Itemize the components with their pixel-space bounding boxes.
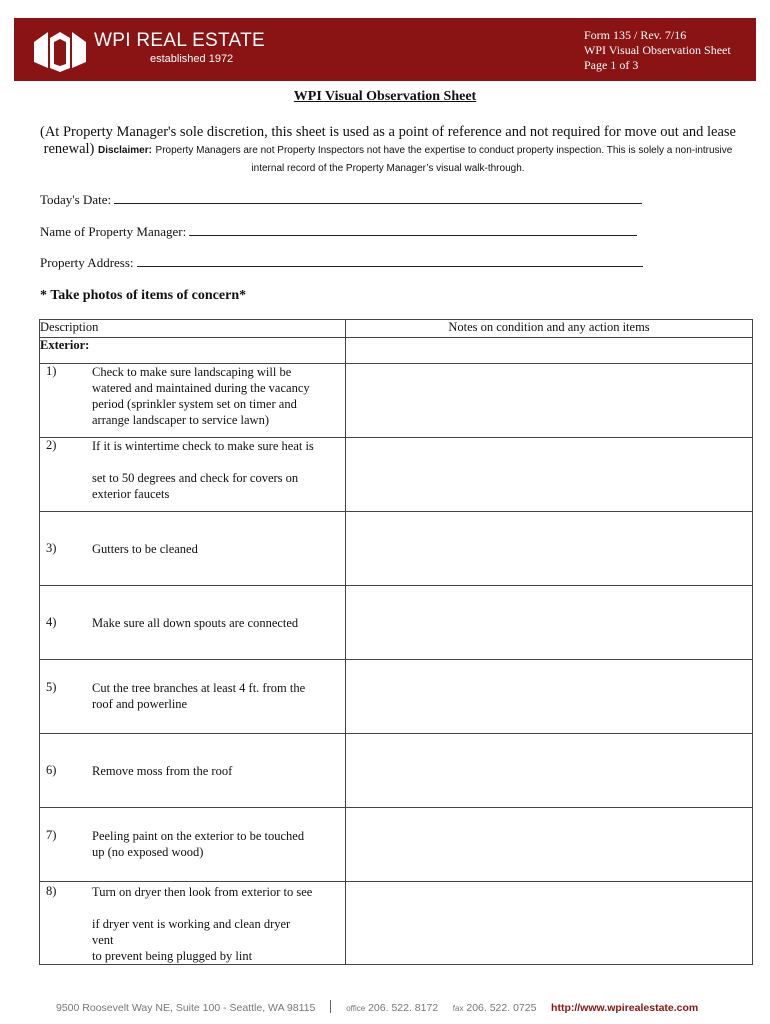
item-number: 5) [46,680,57,694]
address-label: Property Address: [40,255,134,270]
item-notes-cell[interactable] [346,808,753,882]
form-title: WPI Visual Observation Sheet [584,43,731,57]
manager-field [40,223,637,240]
item-notes-cell[interactable] [346,734,753,808]
item-text: Gutters to be cleaned [92,541,198,556]
fax-label: fax [452,1004,464,1013]
item-text: Make sure all down spouts are connected [92,615,299,630]
disclaimer-label: Disclaimer: [98,145,152,156]
observation-table [39,319,753,965]
footer-address: 9500 Roosevelt Way NE, Suite 100 - Seattle, WA 98115 [56,1002,316,1014]
website-link[interactable]: http://www.wpirealestate.com [551,1002,699,1014]
item-notes-cell[interactable] [346,882,753,965]
footer [56,1000,698,1014]
table-row [40,882,753,965]
address-input-line[interactable] [137,254,643,267]
disclaimer-text: Property Managers are not Property Inspectors not have the expertise to conduct property inspection. This is solely a non-intrusive internal record of the Property Manager’s visual walk-through. [155,145,733,174]
manager-label: Name of Property Manager: [40,224,187,239]
item-text: If it is wintertime check to make sure heat is set to 50 degrees and check for covers on exterior faucets [92,439,314,501]
office-phone: 206. 522. 8172 [368,1002,439,1014]
item-number: 4) [46,614,57,629]
fax-phone: 206. 522. 0725 [466,1002,537,1014]
item-description [40,660,346,734]
date-field [40,191,642,208]
table-row [40,734,753,808]
item-number: 2) [46,438,57,452]
office-label: office [346,1004,366,1013]
brand-name: WPI REAL ESTATE [94,30,265,51]
item-notes-cell[interactable] [346,660,753,734]
date-label: Today's Date: [40,192,112,207]
table-header-row [40,320,753,338]
photos-note: * Take photos of items of concern* [40,288,247,303]
item-notes-cell[interactable] [346,512,753,586]
item-description [40,808,346,882]
item-description [40,586,346,660]
intro-paragraph [38,124,738,177]
footer-divider [330,1000,331,1013]
item-description [40,512,346,586]
item-text: Turn on dryer then look from exterior to see if dryer vent is working and clean dryer vent to prevent being plugged by lint [92,885,313,963]
intro-text: (At Property Manager's sole discretion, this sheet is used as a point of reference and not required for move out and lease renewal) [40,124,736,157]
section-row [40,338,753,364]
established-tagline: established 1972 [150,53,234,65]
item-description [40,364,346,438]
letterhead [14,18,756,81]
item-notes-cell[interactable] [346,438,753,512]
table-row [40,364,753,438]
item-notes-cell[interactable] [346,364,753,438]
item-description [40,734,346,808]
item-number: 7) [46,828,57,842]
item-notes-cell[interactable] [346,586,753,660]
table-row [40,586,753,660]
date-input-line[interactable] [114,191,642,204]
wpi-logo-icon [32,28,88,72]
item-number: 6) [46,762,57,777]
description-header: Description [40,320,346,338]
item-text: Check to make sure landscaping will be watered and maintained during the vacancy period (sprinkler system set on timer and arrange landscaper to service lawn) [92,365,310,427]
item-number: 1) [46,364,57,378]
item-text: Cut the tree branches at least 4 ft. from the roof and powerline [92,681,306,711]
table-row [40,512,753,586]
table-row [40,438,753,512]
item-text: Peeling paint on the exterior to be touched up (no exposed wood) [92,829,305,859]
item-number: 3) [46,540,57,555]
notes-header: Notes on condition and any action items [346,320,753,338]
table-row [40,808,753,882]
item-description [40,882,346,965]
section-notes-cell[interactable] [346,338,753,364]
manager-input-line[interactable] [189,223,637,236]
item-text: Remove moss from the roof [92,763,233,778]
document-title: WPI Visual Observation Sheet [293,89,477,104]
page-number: Page 1 of 3 [584,58,639,72]
address-field [40,254,643,271]
section-label: Exterior: [40,338,346,364]
table-row [40,660,753,734]
item-description [40,438,346,512]
form-info [584,28,731,73]
form-number: Form 135 / Rev. 7/16 [584,28,687,42]
item-number: 8) [46,884,57,898]
